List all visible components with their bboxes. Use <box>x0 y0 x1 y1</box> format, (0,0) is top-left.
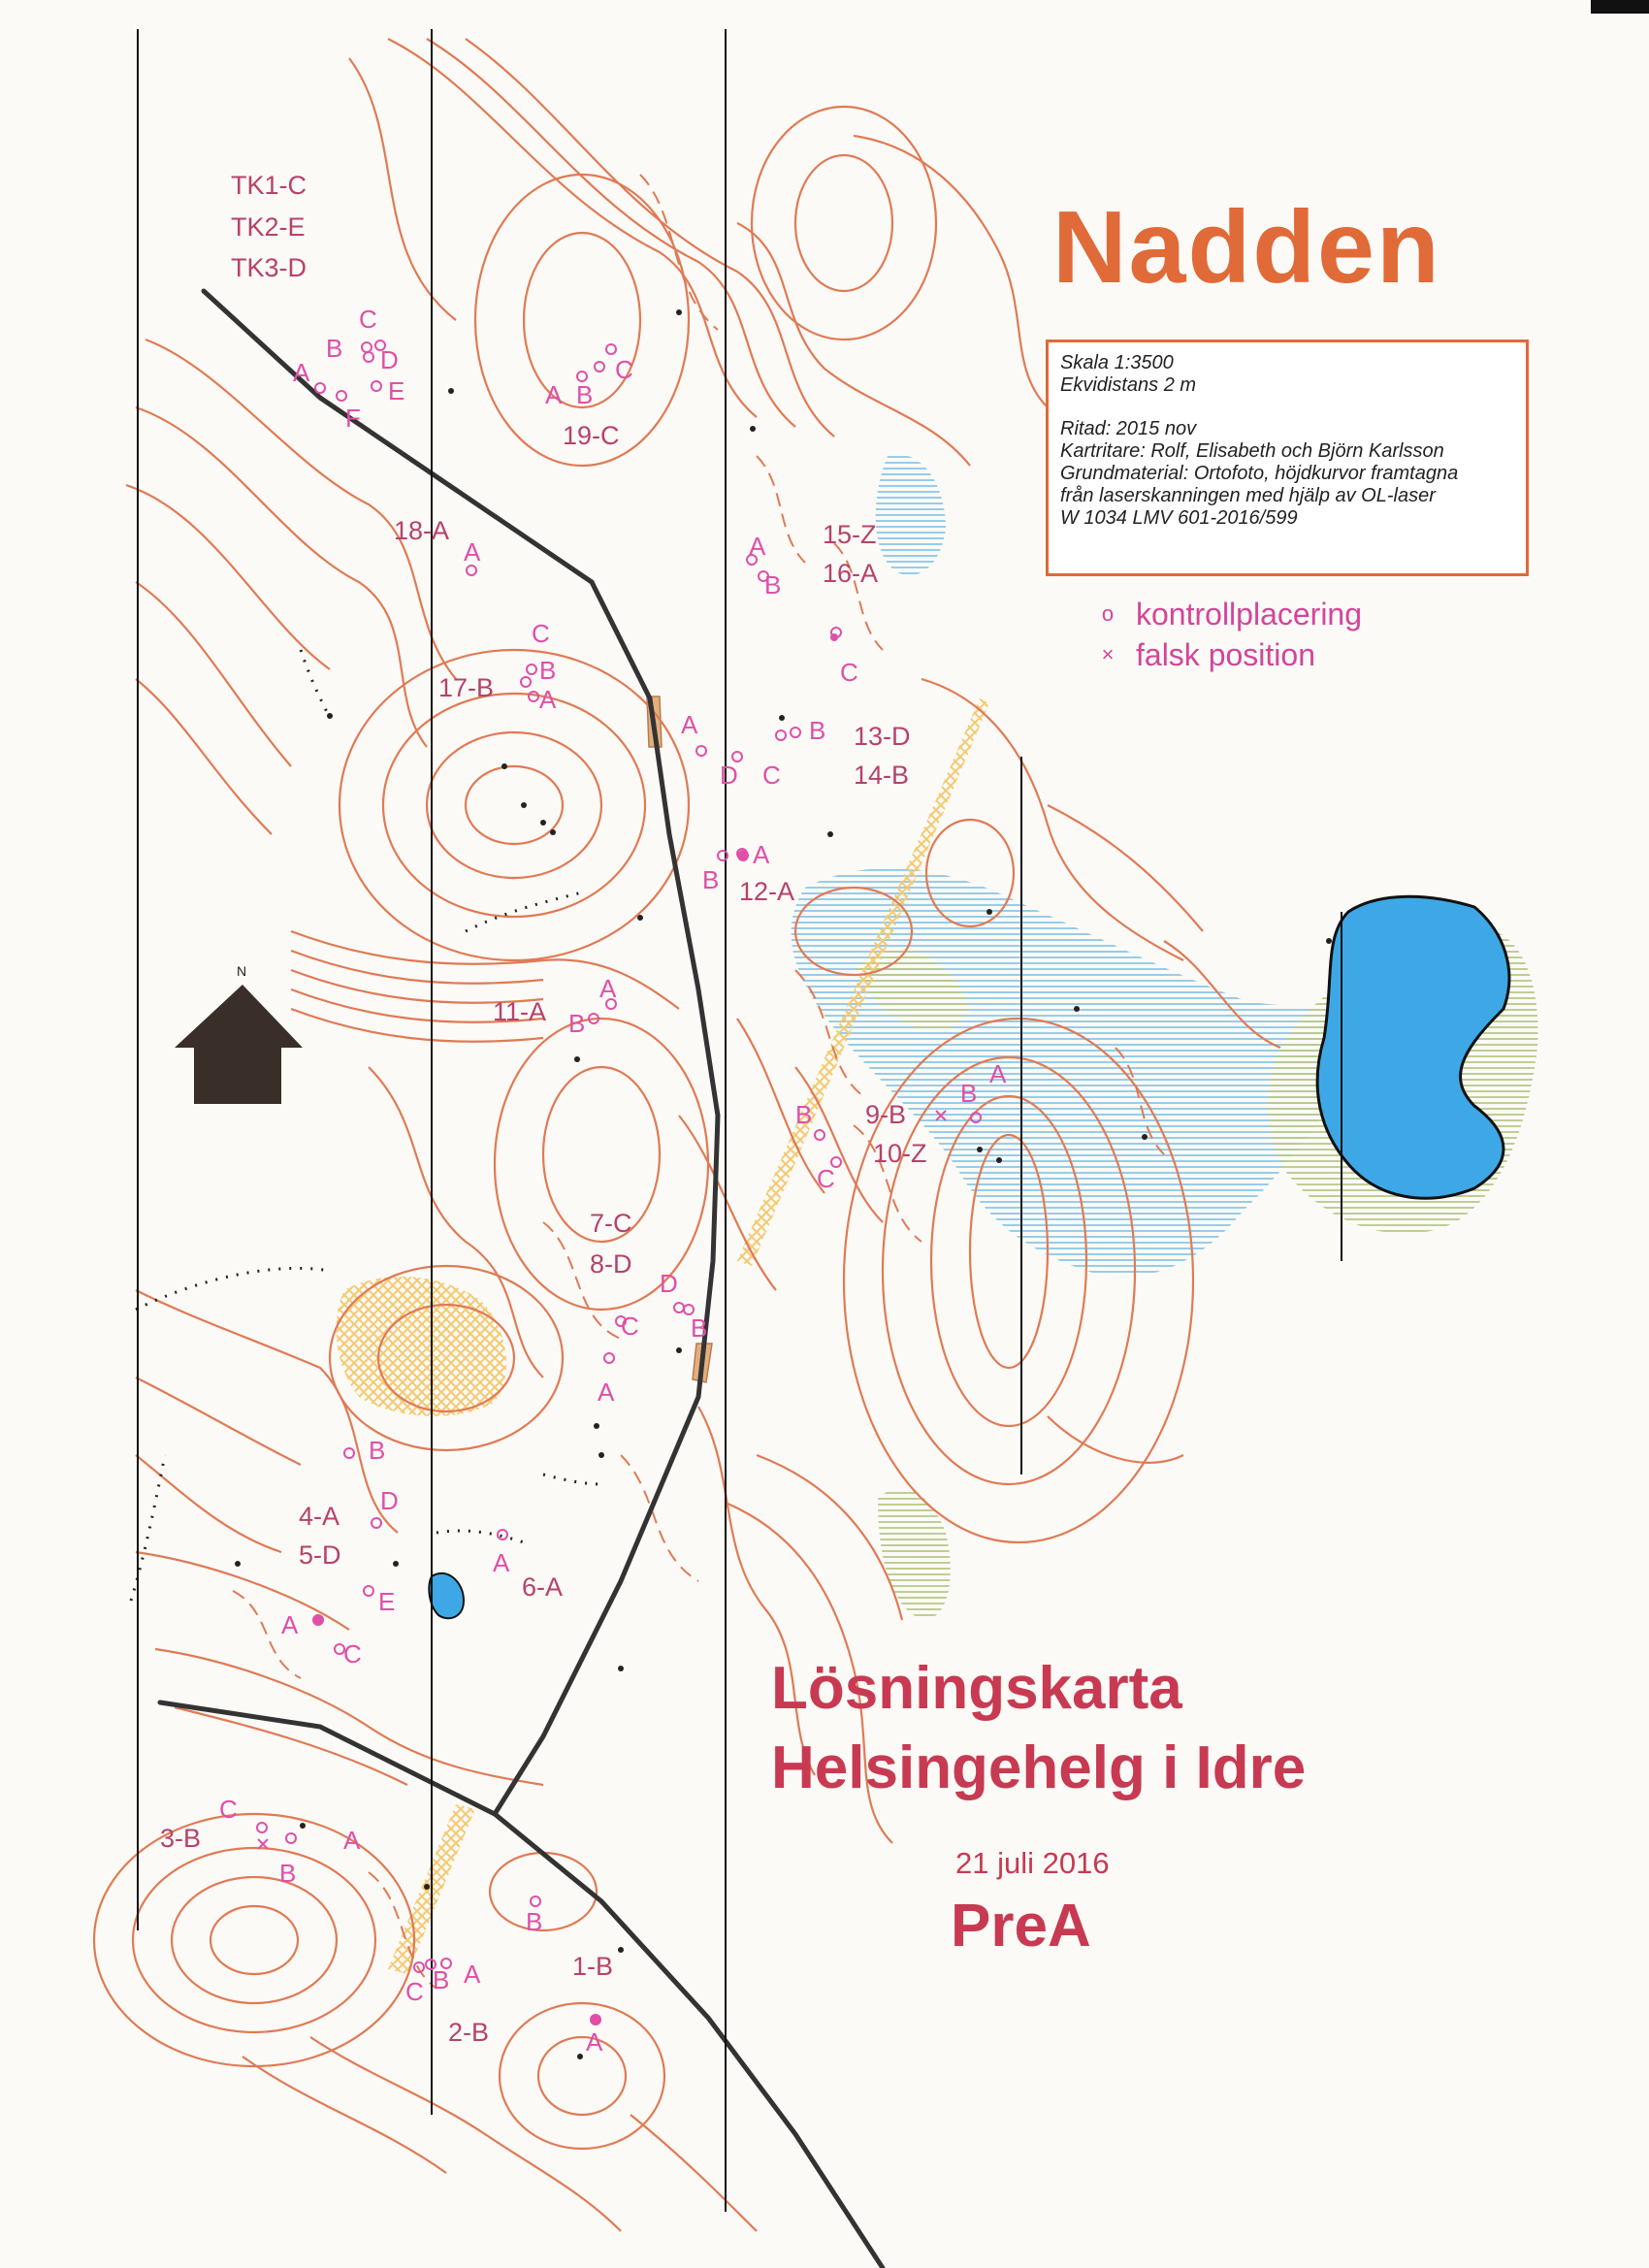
event-date: 21 juli 2016 <box>955 1846 1110 1880</box>
option-letter: A <box>753 840 770 869</box>
option-letter: B <box>764 570 782 599</box>
option-letter: C <box>343 1639 362 1669</box>
option-letter: A <box>281 1610 299 1639</box>
control-circle-icon: o <box>1101 601 1115 626</box>
option-letter: A <box>586 2027 603 2057</box>
answer-label: 14-B <box>854 761 910 790</box>
paths <box>131 650 601 1601</box>
option-letter: B <box>326 334 343 363</box>
option-letter: D <box>660 1269 678 1298</box>
option-letter: C <box>817 1164 835 1193</box>
option-letter: B <box>568 1009 586 1038</box>
answer-label: TK3-D <box>231 253 307 282</box>
option-letter: A <box>749 532 766 561</box>
answer-label: 16-A <box>823 559 879 588</box>
option-letter: B <box>539 656 557 685</box>
answer-label: 11-A <box>493 997 547 1026</box>
option-letter: A <box>464 1960 481 1989</box>
answer-label: 9-B <box>865 1100 907 1129</box>
option-letter: D <box>380 1486 399 1515</box>
answer-label: 3-B <box>160 1824 202 1853</box>
option-letter: E <box>388 376 405 405</box>
option-letter: C <box>219 1795 238 1824</box>
answer-label: 13-D <box>854 722 911 751</box>
answer-label: 6-A <box>522 1572 564 1602</box>
legend-item-control <box>1101 594 1362 634</box>
option-letter: B <box>576 380 594 409</box>
option-letter: A <box>681 710 698 739</box>
option-letter: C <box>615 355 633 384</box>
answer-label: 4-A <box>299 1502 340 1531</box>
answer-label: TK1-C <box>231 171 307 200</box>
answer-label: 2-B <box>448 2018 490 2047</box>
option-letter: B <box>960 1079 978 1108</box>
answer-label: 18-A <box>394 516 450 545</box>
option-letter: B <box>795 1100 813 1129</box>
answer-label: 12-A <box>739 877 795 906</box>
answer-label: 17-B <box>438 673 495 702</box>
drawn-date-text: Ritad: 2015 nov <box>1060 418 1197 439</box>
legend-label: kontrollplacering <box>1136 597 1363 632</box>
answer-label: 1-B <box>572 1952 614 1981</box>
green-area-south <box>878 1488 951 1620</box>
option-letter: B <box>809 716 826 745</box>
option-letter: A <box>343 1826 361 1855</box>
option-letter: B <box>691 1313 708 1343</box>
base-material-text-2: från laserskanningen med hjälp av OL-laser <box>1060 485 1436 506</box>
option-letter: A <box>464 537 481 567</box>
option-letter: A <box>598 1377 615 1407</box>
option-letter: A <box>599 974 617 1003</box>
base-material-text: Grundmaterial: Ortofoto, höjdkurvor framtagna <box>1060 463 1459 484</box>
marsh-area <box>792 868 1348 1277</box>
option-letter: A <box>989 1059 1007 1088</box>
option-letter: C <box>532 619 550 648</box>
legend-item-false <box>1101 634 1362 675</box>
option-letter: D <box>380 345 399 374</box>
answer-label: 15-Z <box>823 520 877 549</box>
legend <box>1101 594 1362 675</box>
marsh-area-north <box>876 454 946 575</box>
option-letter: C <box>621 1312 639 1341</box>
option-letter: A <box>493 1548 510 1577</box>
mappers-text: Kartritare: Rolf, Elisabeth och Björn Karlsson <box>1060 440 1444 462</box>
pond <box>429 1573 464 1618</box>
solution-title-line-1: Lösningskarta <box>771 1655 1182 1722</box>
option-letter: B <box>433 1965 450 1994</box>
scale-text: Skala 1:3500 <box>1060 352 1174 373</box>
option-letter: F <box>345 404 361 433</box>
license-text: W 1034 LMV 601-2016/599 <box>1060 507 1298 529</box>
option-letter: B <box>702 865 720 894</box>
option-letter: A <box>539 685 557 714</box>
option-letter: A <box>293 358 310 387</box>
scan-edge-mark <box>1591 0 1649 14</box>
option-letter: B <box>279 1859 297 1888</box>
north-arrow <box>175 963 303 1104</box>
answer-label: 10-Z <box>873 1139 927 1168</box>
class-name: PreA <box>951 1893 1091 1960</box>
open-land-area <box>337 1277 506 1416</box>
option-letter: C <box>359 305 377 334</box>
solution-title-line-2: Helsingehelg i Idre <box>771 1734 1307 1801</box>
answer-label: TK2-E <box>231 212 306 242</box>
option-letter: D <box>720 761 738 790</box>
option-letter: C <box>840 658 858 687</box>
contour-interval-text: Ekvidistans 2 m <box>1060 374 1197 396</box>
answer-label: 8-D <box>590 1249 632 1279</box>
map-title: Nadden <box>1052 190 1441 305</box>
option-letter: B <box>369 1436 386 1465</box>
option-letter: E <box>378 1587 396 1616</box>
answer-label: 7-C <box>590 1209 632 1238</box>
legend-label: falsk position <box>1136 637 1315 672</box>
option-letter: A <box>545 380 563 409</box>
north-label: N <box>237 963 247 979</box>
solution-title <box>771 1649 1306 1808</box>
option-letter: B <box>526 1907 543 1936</box>
option-letter: C <box>405 1977 424 2006</box>
map-info-box <box>1046 340 1529 576</box>
answer-label: 19-C <box>563 421 620 450</box>
false-position-icon: × <box>1101 642 1115 666</box>
option-letter: C <box>762 761 781 790</box>
answer-label: 5-D <box>299 1540 341 1570</box>
